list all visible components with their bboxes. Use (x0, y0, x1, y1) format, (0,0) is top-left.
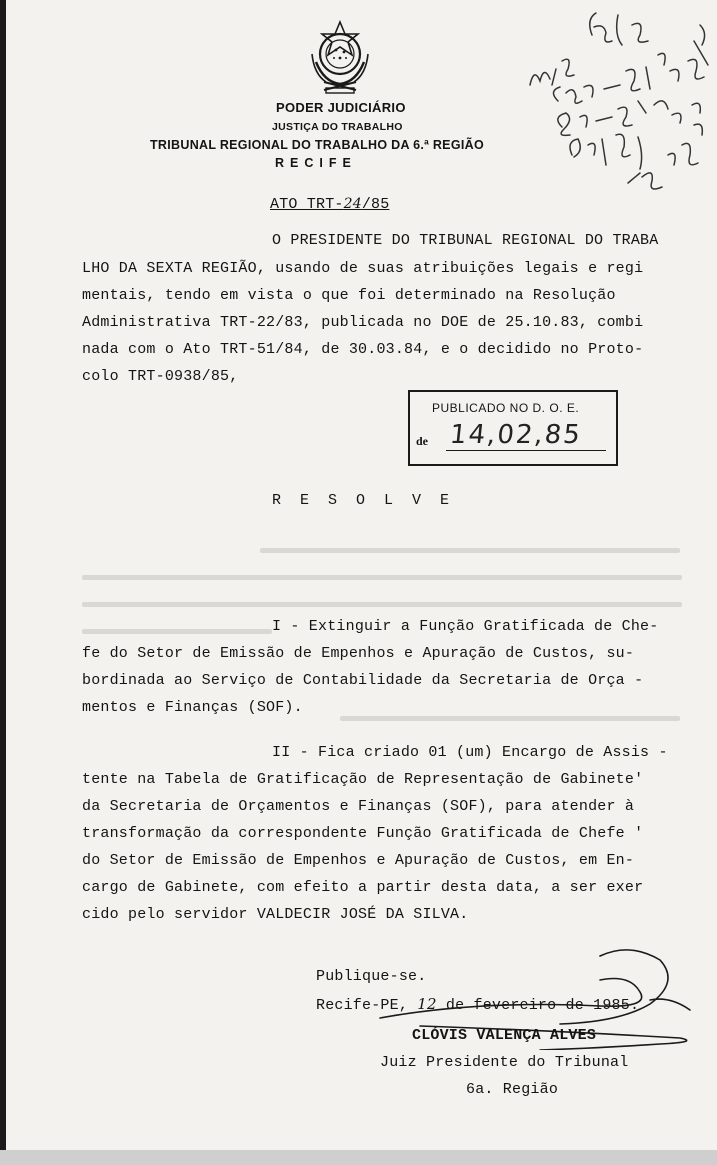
scan-left-edge (0, 0, 6, 1165)
act-handwritten-number: 24 (343, 196, 362, 212)
closing-handwritten-day: 12 (417, 995, 437, 1013)
handwritten-margin-note (522, 5, 712, 200)
show-through-mark (82, 629, 272, 634)
stamp-title: PUBLICADO NO D. O. E. (432, 401, 580, 415)
stamp-de-label: de (416, 434, 428, 448)
article-2-line: transformação da correspondente Função Gratificada de Chefe ' (82, 825, 644, 842)
article-2-line: do Setor de Emissão de Empenhos e Apuração de Custos, em En- (82, 852, 635, 869)
header-city: RECIFE (275, 156, 357, 170)
closing-publish: Publique-se. (316, 968, 427, 985)
article-2-line: da Secretaria de Orçamentos e Finanças (SOF), para atender à (82, 798, 635, 815)
article-2-line: II - Fica criado 01 (um) Encargo de Assis - (272, 744, 668, 761)
publication-stamp (408, 390, 618, 466)
preamble-line: Administrativa TRT-22/83, publicada no DOE de 25.10.83, combi (82, 314, 644, 331)
closing-date-rest: de fevereiro de 1985. (436, 997, 640, 1014)
stamp-handwritten-date: 14,02,85 (448, 420, 584, 450)
article-1-line: fe do Setor de Emissão de Empenhos e Apuração de Custos, su- (82, 645, 635, 662)
header-branch: JUSTIÇA DO TRABALHO (272, 121, 403, 133)
show-through-mark (260, 548, 680, 553)
signatory-title: Juiz Presidente do Tribunal (380, 1054, 629, 1071)
header-institution: PODER JUDICIÁRIO (276, 100, 406, 115)
article-2-line: cargo de Gabinete, com efeito a partir desta data, a ser exer (82, 879, 644, 896)
article-1-line: bordinada ao Serviço de Contabilidade da Secretaria de Orça - (82, 672, 644, 689)
article-1-line: I - Extinguir a Função Gratificada de Che- (272, 618, 659, 635)
article-2-line: tente na Tabela de Gratificação de Representação de Gabinete' (82, 771, 644, 788)
article-1-line: mentos e Finanças (SOF). (82, 699, 303, 716)
preamble-line: colo TRT-0938/85, (82, 368, 239, 385)
preamble-line: LHO DA SEXTA REGIÃO, usando de suas atribuições legais e regi (82, 260, 644, 277)
resolve-heading: RESOLVE (272, 492, 469, 509)
closing-place: Recife-PE, (316, 997, 418, 1014)
show-through-mark (82, 575, 682, 580)
signatory-region: 6a. Região (466, 1081, 559, 1098)
header-court: TRIBUNAL REGIONAL DO TRABALHO DA 6.ª REGIÃO (150, 138, 484, 152)
preamble-line: mentais, tendo em vista o que foi determinado na Resolução (82, 287, 616, 304)
act-prefix: ATO TRT- (270, 196, 344, 213)
show-through-mark (340, 716, 680, 721)
signatory-name: CLÓVIS VALENÇA ALVES (412, 1027, 597, 1044)
stamp-date-line (446, 450, 606, 451)
article-2-line: cido pelo servidor VALDECIR JOSÉ DA SILVA. (82, 906, 469, 923)
coat-of-arms-seal (306, 18, 374, 96)
scan-bottom-edge (0, 1150, 717, 1165)
preamble-line: O PRESIDENTE DO TRIBUNAL REGIONAL DO TRABA (272, 232, 659, 249)
act-year: /85 (361, 196, 390, 213)
preamble-line: nada com o Ato TRT-51/84, de 30.03.84, e o decidido no Proto- (82, 341, 644, 358)
act-number (270, 196, 389, 213)
show-through-mark (82, 602, 682, 607)
